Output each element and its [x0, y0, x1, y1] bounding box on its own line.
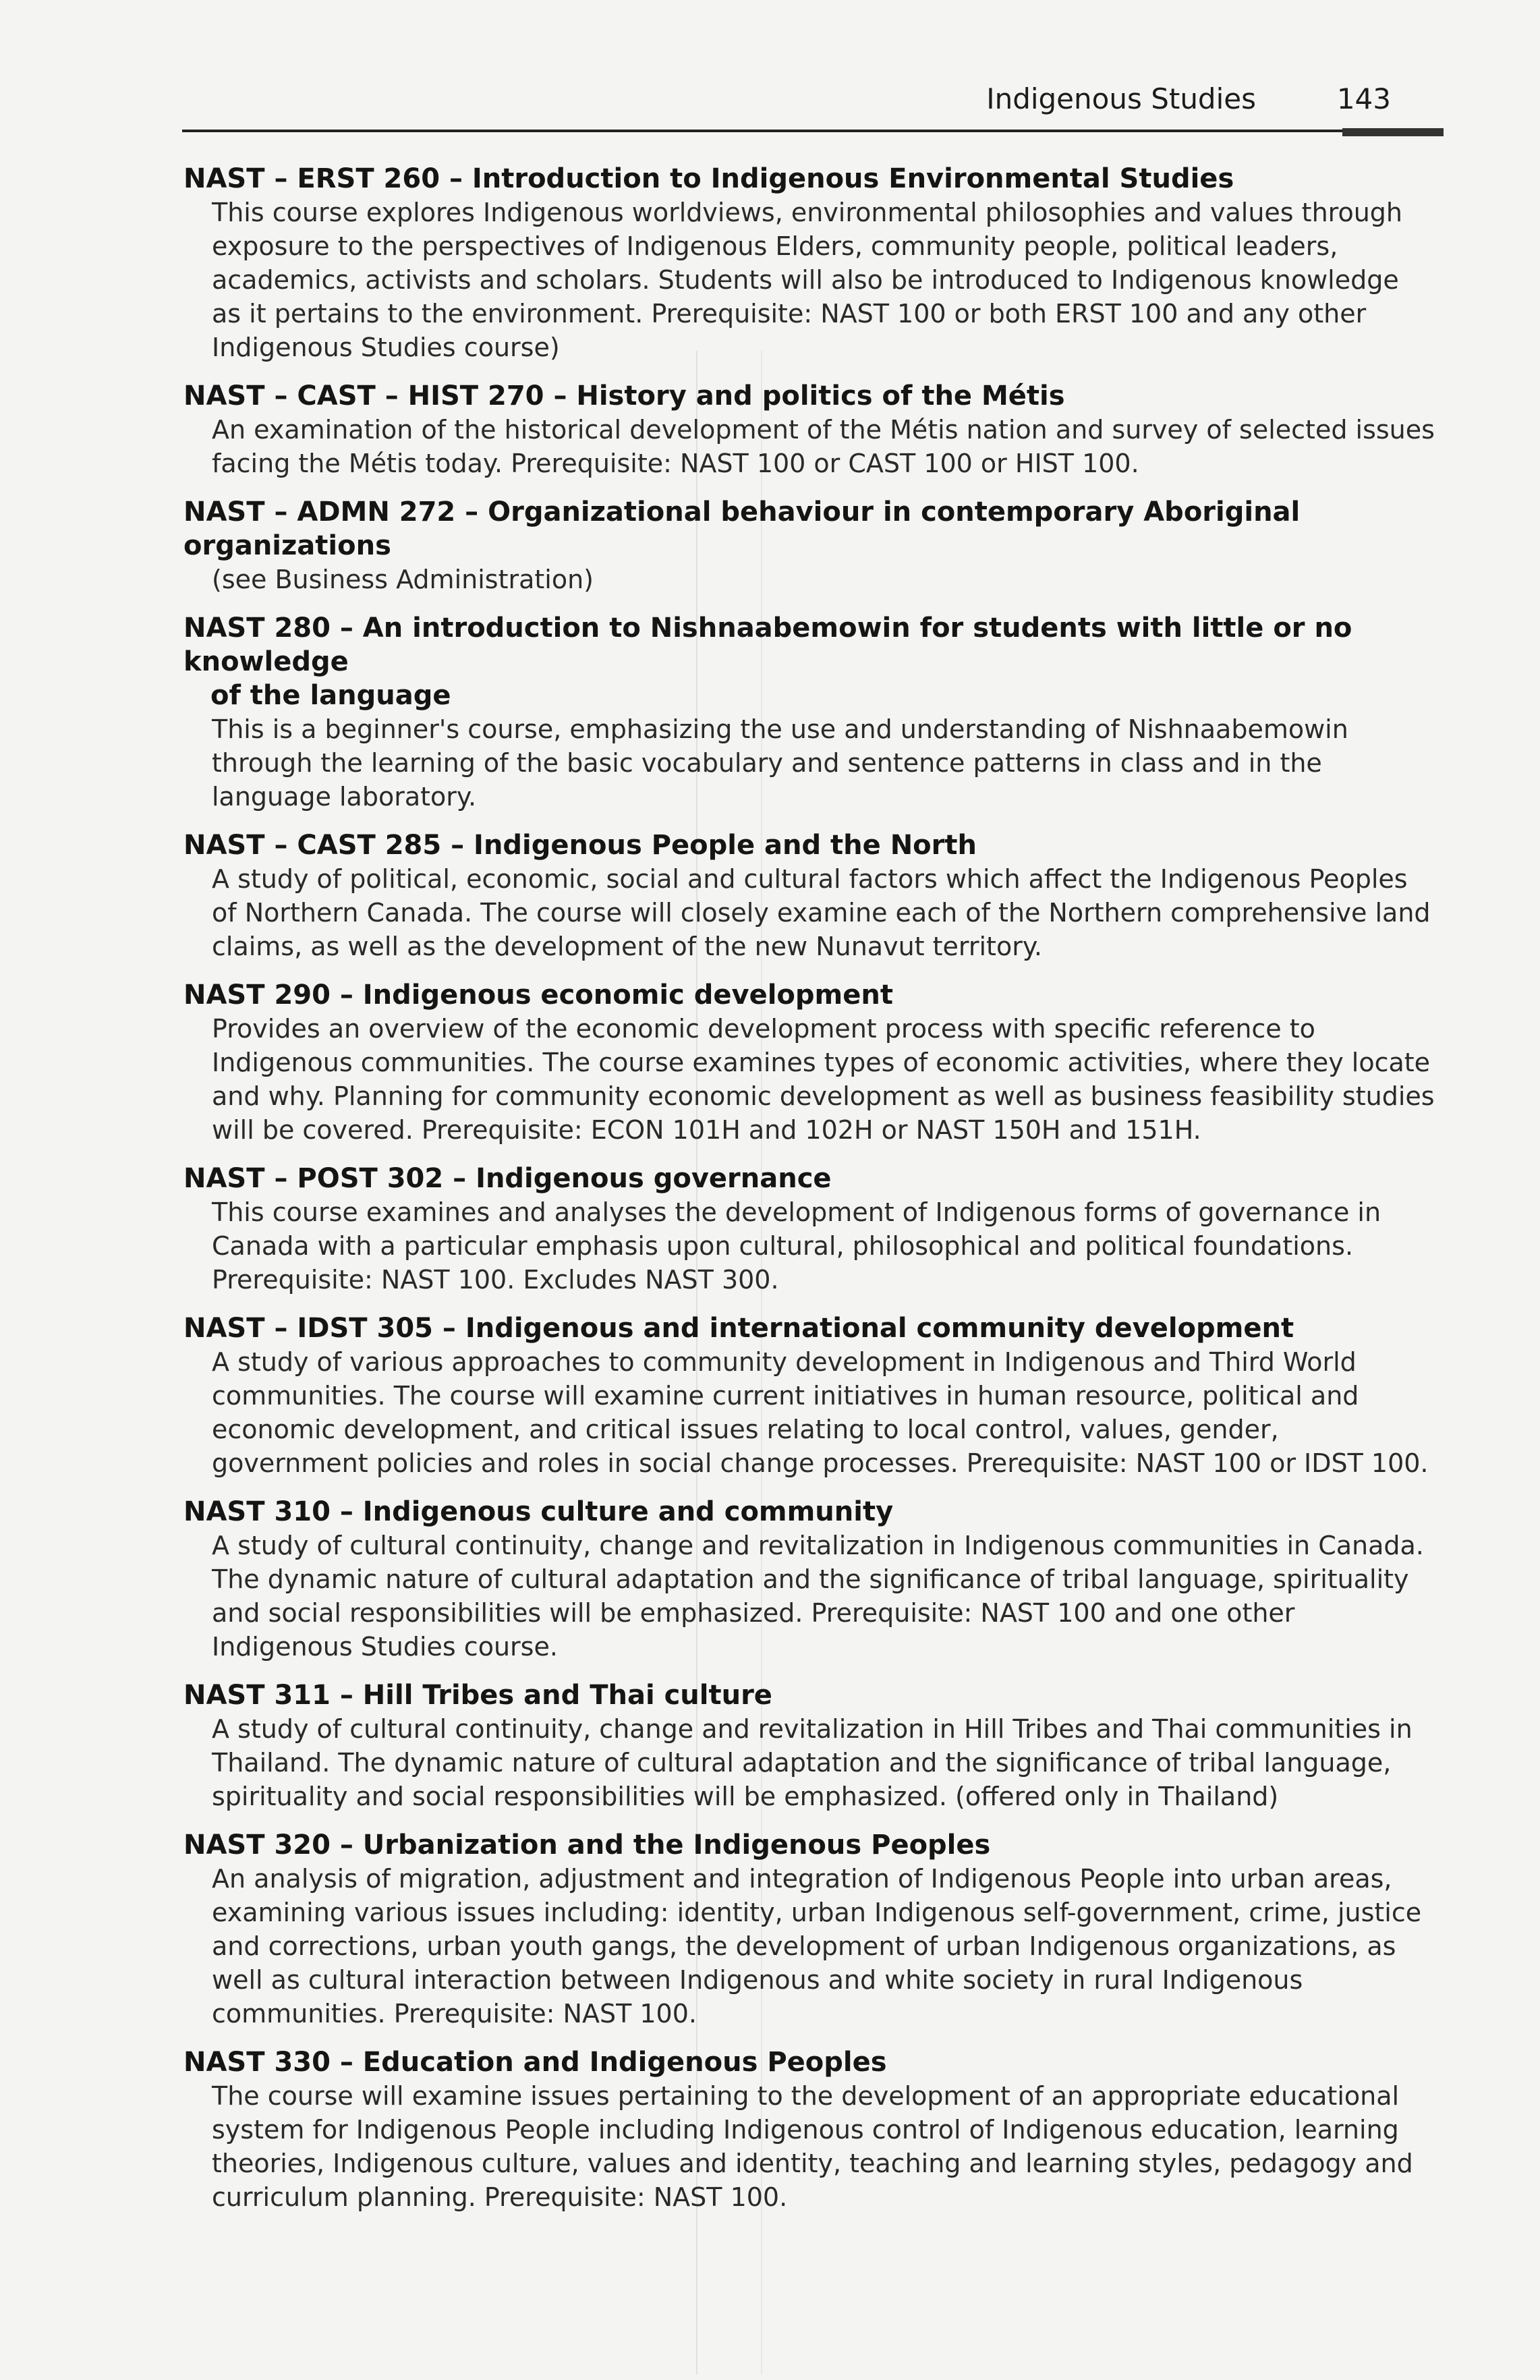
course-entry-nast-320 — [181, 1828, 1449, 2031]
course-entry-nast-310 — [181, 1495, 1449, 1664]
course-entry-nast-290 — [181, 978, 1449, 1147]
course-heading: NAST 310 – Indigenous culture and community — [183, 1496, 894, 1527]
course-description: (see Business Administration) — [212, 565, 594, 594]
course-heading: NAST – IDST 305 – Indigenous and international community development — [183, 1313, 1294, 1344]
course-list — [181, 162, 1449, 2229]
course-heading-continuation: of the language — [210, 680, 451, 711]
page-header — [182, 74, 1437, 132]
course-description: An examination of the historical development of the Métis nation and survey of selected issues facing the Métis today. Prerequisite: NAST 100 or CAST 100 or HIST 100. — [212, 415, 1435, 478]
course-entry-nast-idst-305 — [181, 1311, 1449, 1480]
course-entry-nast-311 — [181, 1678, 1449, 1813]
course-description: Provides an overview of the economic development process with specific reference to Indigenous communities. The course examines types of economic activities, where they locate and why. Planning for community economic development as well as business feasibility studies will be covered. Prerequisite: ECON 101H and 102H or NAST 150H and 151H. — [212, 1014, 1435, 1145]
course-description: A study of various approaches to community development in Indigenous and Third World communities. The course will examine current initiatives in human resource, political and economic development, and critical issues relating to local control, values, gender, government policies and roles in social change processes. Prerequisite: NAST 100 or IDST 100. — [212, 1347, 1429, 1478]
course-description: A study of political, economic, social and cultural factors which affect the Indigenous Peoples of Northern Canada. The course will closely examine each of the Northern comprehensive land claims, as well as the development of the new Nunavut territory. — [212, 864, 1431, 961]
course-entry-nast-post-302 — [181, 1162, 1449, 1297]
course-entry-nast-cast-hist-270 — [181, 379, 1449, 480]
course-entry-nast-admn-272 — [181, 495, 1449, 596]
course-heading: NAST – ERST 260 – Introduction to Indigenous Environmental Studies — [183, 163, 1234, 194]
course-heading — [181, 611, 1449, 712]
running-header-title: Indigenous Studies — [986, 82, 1256, 115]
course-description: A study of cultural continuity, change and revitalization in Indigenous communities in Canada. The dynamic nature of cultural adaptation and the significance of tribal language, spirituality and social responsibilities will be emphasized. Prerequisite: NAST 100 and one other Indigenous Studies course. — [212, 1531, 1424, 1662]
page-number: 143 — [1336, 82, 1391, 115]
course-entry-nast-280 — [181, 611, 1449, 814]
header-rule-accent — [1342, 128, 1444, 136]
course-description: An analysis of migration, adjustment and integration of Indigenous People into urban areas, examining various issues including: identity, urban Indigenous self-government, crime, justice and corrections, urban youth gangs, the development of urban Indigenous organizations, as well as cultural interaction between Indigenous and white society in rural Indigenous communities. Prerequisite: NAST 100. — [212, 1864, 1422, 2029]
course-description: The course will examine issues pertaining to the development of an appropriate educational system for Indigenous People including Indigenous control of Indigenous education, learning theories, Indigenous culture, values and identity, teaching and learning styles, pedagogy and curriculum planning. Prerequisite: NAST 100. — [212, 2081, 1413, 2212]
course-heading: NAST 311 – Hill Tribes and Thai culture — [183, 1680, 772, 1711]
course-heading: NAST – CAST – HIST 270 – History and politics of the Métis — [183, 380, 1065, 412]
course-description: This course examines and analyses the development of Indigenous forms of governance in Canada with a particular emphasis upon cultural, philosophical and political foundations. Prerequisite: NAST 100. Excludes NAST 300. — [212, 1197, 1381, 1295]
course-entry-nast-330 — [181, 2045, 1449, 2214]
course-heading: NAST – POST 302 – Indigenous governance — [183, 1163, 832, 1194]
course-heading: NAST 290 – Indigenous economic development — [183, 980, 893, 1011]
course-heading: NAST 330 – Education and Indigenous Peoples — [183, 2047, 887, 2078]
course-heading: NAST – CAST 285 – Indigenous People and the North — [183, 830, 977, 861]
course-entry-nast-erst-260 — [181, 162, 1449, 364]
course-entry-nast-cast-285 — [181, 828, 1449, 963]
course-description: A study of cultural continuity, change and revitalization in Hill Tribes and Thai communities in Thailand. The dynamic nature of cultural adaptation and the significance of tribal language, spirituality and social responsibilities will be emphasized. (offered only in Thailand) — [212, 1714, 1413, 1811]
course-heading: NAST 320 – Urbanization and the Indigenous Peoples — [183, 1830, 991, 1861]
course-heading: NAST – ADMN 272 – Organizational behaviour in contemporary Aboriginal organizations — [183, 497, 1301, 561]
course-description: This is a beginner's course, emphasizing the use and understanding of Nishnaabemowin through the learning of the basic vocabulary and sentence patterns in class and in the language laboratory. — [212, 714, 1348, 812]
course-heading-line: NAST 280 – An introduction to Nishnaabemowin for students with little or no knowledge — [183, 613, 1352, 677]
course-description: This course explores Indigenous worldviews, environmental philosophies and values through exposure to the perspectives of Indigenous Elders, community people, political leaders, academics, activists and scholars. Students will also be introduced to Indigenous knowledge as it pertains to the environment. Prerequisite: NAST 100 or both ERST 100 and any other Indigenous Studies course) — [212, 198, 1402, 362]
